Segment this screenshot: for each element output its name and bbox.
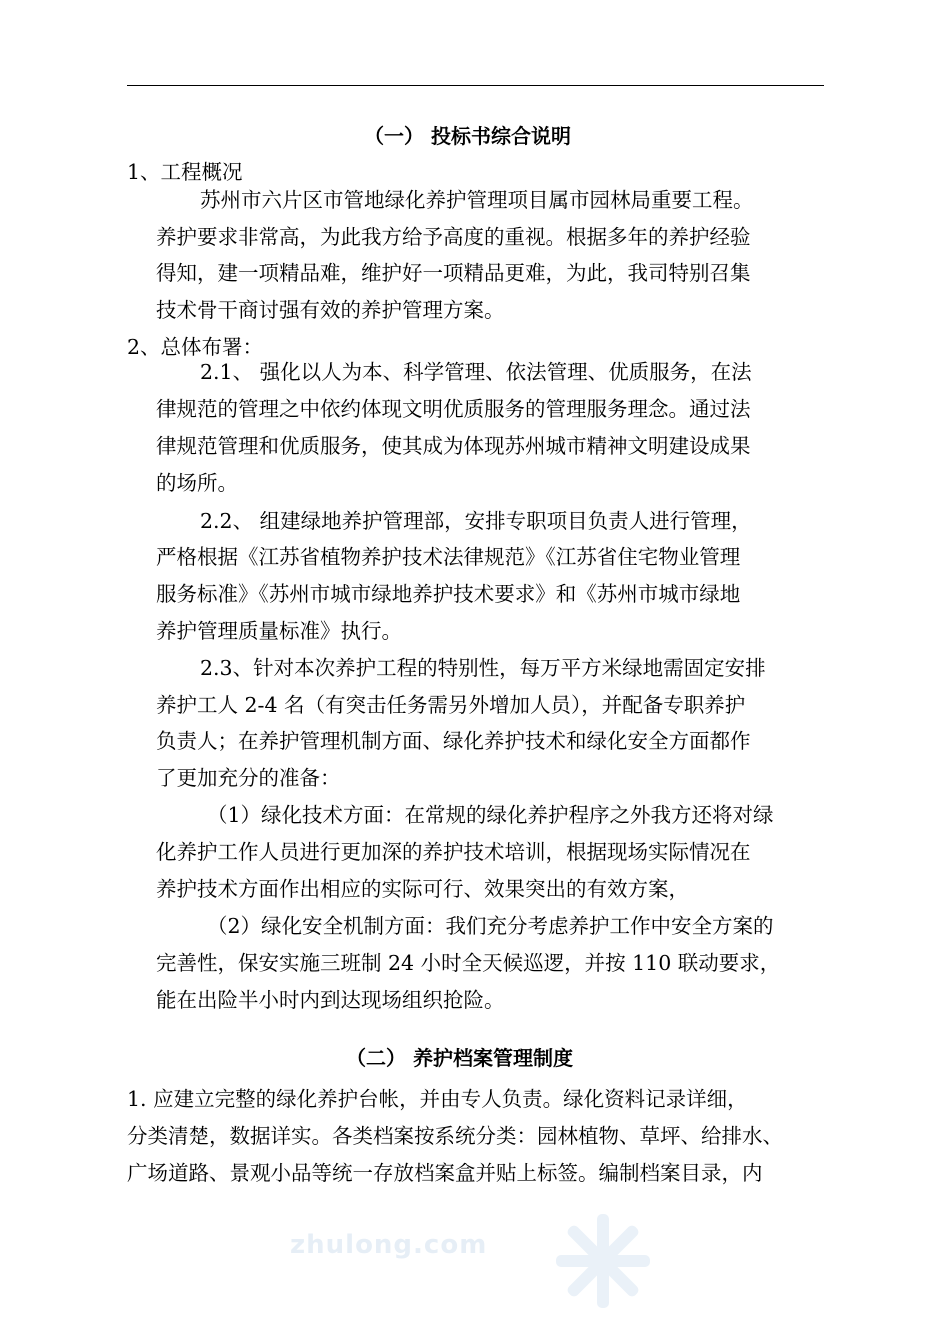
paragraph-line: （1）绿化技术方面：在常规的绿化养护程序之外我方还将对绿	[207, 803, 774, 827]
paragraph-line: 分类清楚，数据详实。各类档案按系统分类：园林植物、草坪、给排水、	[127, 1124, 783, 1148]
section-1-heading: （一） 投标书综合说明	[364, 124, 571, 148]
paragraph-line: 养护要求非常高，为此我方给予高度的重视。根据多年的养护经验	[156, 225, 751, 249]
paragraph-line: 2.1、 强化以人为本、科学管理、依法管理、优质服务，在法	[200, 360, 752, 384]
paragraph-line: 1. 应建立完整的绿化养护台帐，并由专人负责。绿化资料记录详细，	[127, 1087, 748, 1111]
paragraph-line: 2.3、针对本次养护工程的特别性，每万平方米绿地需固定安排	[200, 656, 766, 680]
subsection-title: 1、工程概况	[127, 160, 243, 184]
paragraph-line: 广场道路、景观小品等统一存放档案盒并贴上标签。编制档案目录，内	[127, 1161, 763, 1185]
paragraph-line: 苏州市六片区市管地绿化养护管理项目属市园林局重要工程。	[200, 188, 754, 212]
subsection-title: 2、总体布署：	[127, 335, 264, 359]
watermark-text: zhulong.com	[290, 1230, 488, 1260]
paragraph-line: （2）绿化安全机制方面：我们充分考虑养护工作中安全方案的	[207, 914, 774, 938]
paragraph-line: 养护技术方面作出相应的实际可行、效果突出的有效方案，	[156, 877, 689, 901]
paragraph-line: 养护工人 2-4 名（有突击任务需另外增加人员），并配备专职养护	[156, 693, 746, 717]
paragraph-line: 的场所。	[156, 471, 238, 495]
paragraph-line: 得知，建一项精品难，维护好一项精品更难，为此，我司特别召集	[156, 261, 751, 285]
paragraph-line: 了更加充分的准备：	[156, 766, 341, 790]
paragraph-line: 养护管理质量标准》执行。	[156, 619, 402, 643]
paragraph-line: 化养护工作人员进行更加深的养护技术培训，根据现场实际情况在	[156, 840, 751, 864]
paragraph-line: 律规范管理和优质服务，使其成为体现苏州城市精神文明建设成果	[156, 434, 751, 458]
paragraph-line: 律规范的管理之中依约体现文明优质服务的管理服务理念。通过法	[156, 397, 751, 421]
paragraph-line: 负责人；在养护管理机制方面、绿化养护技术和绿化安全方面都作	[156, 729, 751, 753]
header-rule	[127, 85, 824, 86]
paragraph-line: 服务标准》《苏州市城市绿地养护技术要求》和《苏州市城市绿地	[156, 582, 741, 606]
watermark-logo-icon	[548, 1206, 658, 1316]
section-2-heading: （二） 养护档案管理制度	[346, 1046, 573, 1070]
paragraph-line: 2.2、 组建绿地养护管理部，安排专职项目负责人进行管理，	[200, 509, 752, 533]
paragraph-line: 严格根据《江苏省植物养护技术法律规范》《江苏省住宅物业管理	[156, 545, 741, 569]
paragraph-line: 技术骨干商讨强有效的养护管理方案。	[156, 298, 505, 322]
paragraph-line: 完善性，保安实施三班制 24 小时全天候巡逻，并按 110 联动要求，	[156, 951, 781, 975]
paragraph-line: 能在出险半小时内到达现场组织抢险。	[156, 988, 505, 1012]
